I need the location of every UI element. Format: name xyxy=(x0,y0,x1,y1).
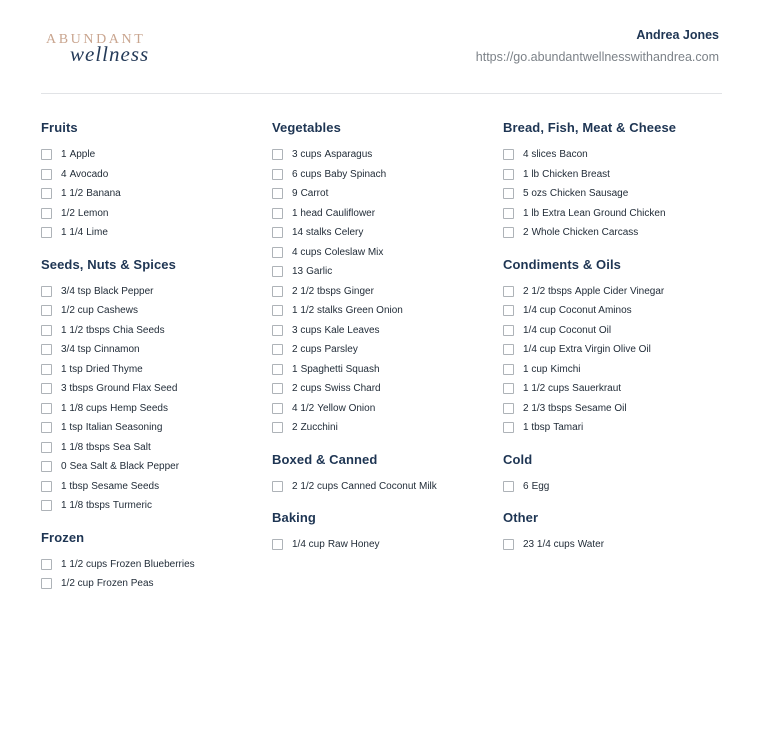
item-name: Kale Leaves xyxy=(324,324,380,336)
grocery-item xyxy=(503,145,728,165)
item-quantity: 6 xyxy=(523,480,529,492)
item-quantity: 1/2 cup xyxy=(61,578,94,590)
item-name: Egg xyxy=(531,480,550,492)
category-title: Seeds, Nuts & Spices xyxy=(41,256,176,272)
item-list xyxy=(503,535,728,555)
item-quantity: 2 1/3 tbsps xyxy=(523,402,572,414)
grocery-item xyxy=(41,145,266,165)
item-quantity: 2 xyxy=(292,422,298,434)
item-checkbox[interactable] xyxy=(272,227,283,238)
grocery-item xyxy=(503,184,728,204)
item-name: Parsley xyxy=(324,344,358,356)
item-name: Bacon xyxy=(559,149,588,161)
item-list xyxy=(41,145,266,243)
item-name: Kimchi xyxy=(550,363,581,375)
item-name: Lime xyxy=(86,227,108,239)
grocery-item xyxy=(503,360,728,380)
item-quantity: 1 1/2 tbsps xyxy=(61,324,110,336)
item-quantity: 1 head xyxy=(292,207,323,219)
grocery-item xyxy=(41,321,266,341)
grocery-item xyxy=(41,379,266,399)
item-checkbox[interactable] xyxy=(272,539,283,550)
item-quantity: 1 tsp xyxy=(61,363,83,375)
grocery-item xyxy=(272,262,497,282)
item-quantity: 1/4 cup xyxy=(523,324,556,336)
item-checkbox[interactable] xyxy=(41,208,52,219)
grocery-item xyxy=(41,301,266,321)
item-name: Chia Seeds xyxy=(112,324,165,336)
item-checkbox[interactable] xyxy=(41,227,52,238)
item-checkbox[interactable] xyxy=(272,325,283,336)
item-quantity: 13 xyxy=(292,266,304,278)
item-name: Canned Coconut Milk xyxy=(341,480,437,492)
grocery-item xyxy=(272,145,497,165)
item-name: Sea Salt xyxy=(112,441,151,453)
item-quantity: 1 1/8 cups xyxy=(61,402,108,414)
author-header xyxy=(476,28,719,65)
author-url[interactable]: https://go.abundantwellnesswithandrea.com xyxy=(475,50,719,64)
grocery-item xyxy=(503,379,728,399)
item-name: Ginger xyxy=(343,285,374,297)
item-name: Frozen Blueberries xyxy=(110,558,195,570)
grocery-item xyxy=(272,301,497,321)
item-name: Dried Thyme xyxy=(85,363,143,375)
category-title: Frozen xyxy=(41,529,85,545)
item-quantity: 1/2 xyxy=(61,207,75,219)
grocery-item xyxy=(503,282,728,302)
item-quantity: 1 xyxy=(292,363,298,375)
grocery-item xyxy=(272,243,497,263)
item-quantity: 1 tbsp xyxy=(61,480,89,492)
item-name: Sauerkraut xyxy=(572,383,622,395)
item-checkbox[interactable] xyxy=(503,403,514,414)
item-checkbox[interactable] xyxy=(41,188,52,199)
item-name: Whole Chicken Carcass xyxy=(531,227,639,239)
item-name: Zucchini xyxy=(300,422,338,434)
item-checkbox[interactable] xyxy=(272,286,283,297)
item-quantity: 2 xyxy=(523,227,529,239)
item-checkbox[interactable] xyxy=(41,559,52,570)
item-name: Chicken Sausage xyxy=(549,188,629,200)
item-checkbox[interactable] xyxy=(503,227,514,238)
item-name: Coconut Oil xyxy=(558,324,612,336)
item-name: Turmeric xyxy=(112,500,152,512)
item-quantity: 4 slices xyxy=(523,149,557,161)
item-checkbox[interactable] xyxy=(503,539,514,550)
item-checkbox[interactable] xyxy=(41,286,52,297)
item-name: Extra Lean Ground Chicken xyxy=(542,207,666,219)
item-quantity: 2 1/2 cups xyxy=(292,480,339,492)
category-section xyxy=(272,452,497,497)
item-checkbox[interactable] xyxy=(503,208,514,219)
grocery-item xyxy=(503,340,728,360)
item-quantity: 1 1/4 xyxy=(61,227,84,239)
item-list xyxy=(503,145,728,243)
column-2 xyxy=(272,120,497,555)
item-list xyxy=(272,535,497,555)
grocery-item xyxy=(41,438,266,458)
item-name: Carrot xyxy=(300,188,329,200)
grocery-item xyxy=(272,223,497,243)
item-quantity: 4 cups xyxy=(292,246,322,258)
grocery-item xyxy=(503,204,728,224)
item-name: Ground Flax Seed xyxy=(96,383,178,395)
item-name: Hemp Seeds xyxy=(110,402,168,414)
item-checkbox[interactable] xyxy=(41,403,52,414)
item-list xyxy=(272,477,497,497)
category-title: Boxed & Canned xyxy=(272,451,378,467)
item-quantity: 1 1/2 cups xyxy=(61,558,108,570)
item-quantity: 1 lb xyxy=(523,168,540,180)
grocery-item xyxy=(41,340,266,360)
item-list xyxy=(503,477,728,497)
item-quantity: 1/4 cup xyxy=(523,305,556,317)
item-name: Garlic xyxy=(306,266,333,278)
item-checkbox[interactable] xyxy=(41,364,52,375)
item-quantity: 3/4 tsp xyxy=(61,285,92,297)
grocery-item xyxy=(272,379,497,399)
item-quantity: 1 xyxy=(61,149,67,161)
grocery-item xyxy=(272,204,497,224)
grocery-item xyxy=(272,399,497,419)
item-checkbox[interactable] xyxy=(503,325,514,336)
item-checkbox[interactable] xyxy=(41,461,52,472)
item-quantity: 1 1/2 xyxy=(61,188,84,200)
grocery-item xyxy=(41,282,266,302)
grocery-item xyxy=(503,535,728,555)
item-checkbox[interactable] xyxy=(41,481,52,492)
item-name: Apple Cider Vinegar xyxy=(574,285,665,297)
item-name: Raw Honey xyxy=(327,539,380,551)
grocery-item xyxy=(41,457,266,477)
item-checkbox[interactable] xyxy=(272,208,283,219)
author-name: Andrea Jones xyxy=(636,28,719,42)
grocery-item xyxy=(41,184,266,204)
category-title: Bread, Fish, Meat & Cheese xyxy=(503,120,677,135)
item-checkbox[interactable] xyxy=(272,403,283,414)
item-name: Sea Salt & Black Pepper xyxy=(69,461,180,473)
item-quantity: 6 cups xyxy=(292,168,322,180)
item-quantity: 9 xyxy=(292,188,298,200)
grocery-item xyxy=(41,418,266,438)
item-quantity: 4 1/2 xyxy=(292,402,315,414)
category-title: Vegetables xyxy=(272,120,341,135)
item-name: Frozen Peas xyxy=(96,578,154,590)
grocery-item xyxy=(41,477,266,497)
logo-wordmark-top: ABUNDANT xyxy=(46,32,146,47)
item-name: Apple xyxy=(69,149,96,161)
item-name: Coleslaw Mix xyxy=(324,246,384,258)
item-quantity: 3/4 tsp xyxy=(61,344,92,356)
grocery-item xyxy=(41,360,266,380)
grocery-item xyxy=(41,574,266,594)
grocery-item xyxy=(272,184,497,204)
item-name: Green Onion xyxy=(345,305,403,317)
item-name: Chicken Breast xyxy=(542,168,610,180)
item-checkbox[interactable] xyxy=(272,364,283,375)
item-name: Coconut Aminos xyxy=(558,305,632,317)
item-checkbox[interactable] xyxy=(503,188,514,199)
item-quantity: 1 1/8 tbsps xyxy=(61,441,110,453)
item-checkbox[interactable] xyxy=(41,422,52,433)
category-section xyxy=(503,510,728,555)
grocery-item xyxy=(272,535,497,555)
header-divider xyxy=(41,93,722,94)
item-name: Swiss Chard xyxy=(324,383,381,395)
item-quantity: 3 cups xyxy=(292,149,322,161)
item-checkbox[interactable] xyxy=(503,286,514,297)
item-quantity: 0 xyxy=(61,461,67,473)
item-quantity: 3 cups xyxy=(292,324,322,336)
item-checkbox[interactable] xyxy=(41,578,52,589)
item-quantity: 2 cups xyxy=(292,344,322,356)
item-name: Water xyxy=(577,539,605,551)
item-name: Tamari xyxy=(553,422,584,434)
item-list xyxy=(41,282,266,516)
category-title: Baking xyxy=(272,510,316,525)
grocery-item xyxy=(41,223,266,243)
item-checkbox[interactable] xyxy=(272,169,283,180)
category-title: Condiments & Oils xyxy=(503,256,621,272)
item-quantity: 5 ozs xyxy=(523,188,547,200)
brand-logo xyxy=(46,30,156,70)
item-quantity: 1/2 cup xyxy=(61,305,94,317)
item-name: Asparagus xyxy=(324,149,373,161)
item-checkbox[interactable] xyxy=(503,305,514,316)
grocery-item xyxy=(503,223,728,243)
grocery-item xyxy=(41,399,266,419)
item-quantity: 1 1/2 stalks xyxy=(292,305,343,317)
item-checkbox[interactable] xyxy=(272,188,283,199)
item-quantity: 23 1/4 cups xyxy=(523,539,575,551)
item-checkbox[interactable] xyxy=(272,247,283,258)
grocery-item xyxy=(272,340,497,360)
item-checkbox[interactable] xyxy=(503,422,514,433)
category-section xyxy=(41,120,266,243)
item-checkbox[interactable] xyxy=(503,169,514,180)
category-section xyxy=(503,452,728,497)
grocery-item xyxy=(503,477,728,497)
item-name: Cauliflower xyxy=(325,207,376,219)
item-quantity: 1 1/2 cups xyxy=(523,383,570,395)
grocery-item xyxy=(272,477,497,497)
item-checkbox[interactable] xyxy=(41,149,52,160)
item-checkbox[interactable] xyxy=(272,149,283,160)
item-quantity: 4 xyxy=(61,168,67,180)
grocery-item xyxy=(41,204,266,224)
item-quantity: 1 tsp xyxy=(61,422,83,434)
grocery-item xyxy=(41,555,266,575)
grocery-item xyxy=(503,301,728,321)
item-checkbox[interactable] xyxy=(503,344,514,355)
item-name: Sesame Oil xyxy=(574,402,627,414)
item-name: Black Pepper xyxy=(94,285,154,297)
item-name: Celery xyxy=(334,227,364,239)
item-quantity: 2 1/2 tbsps xyxy=(292,285,341,297)
item-list xyxy=(41,555,266,594)
item-name: Italian Seasoning xyxy=(85,422,163,434)
grocery-item xyxy=(272,165,497,185)
grocery-item xyxy=(272,418,497,438)
item-quantity: 1 tbsp xyxy=(523,422,551,434)
category-section xyxy=(272,120,497,438)
grocery-item xyxy=(503,165,728,185)
item-checkbox[interactable] xyxy=(503,481,514,492)
item-quantity: 1/4 cup xyxy=(523,344,556,356)
category-section xyxy=(41,530,266,594)
grocery-item xyxy=(503,418,728,438)
category-title: Other xyxy=(503,510,539,525)
grocery-item xyxy=(503,399,728,419)
item-quantity: 14 stalks xyxy=(292,227,332,239)
item-checkbox[interactable] xyxy=(41,325,52,336)
item-list xyxy=(503,282,728,438)
item-checkbox[interactable] xyxy=(503,149,514,160)
item-name: Banana xyxy=(86,188,121,200)
item-name: Baby Spinach xyxy=(324,168,387,180)
grocery-item xyxy=(41,496,266,516)
item-checkbox[interactable] xyxy=(41,442,52,453)
category-title: Cold xyxy=(503,451,533,467)
item-quantity: 1/4 cup xyxy=(292,539,325,551)
logo-wordmark-script: wellness xyxy=(70,42,150,66)
item-name: Avocado xyxy=(69,168,109,180)
column-1 xyxy=(41,120,266,594)
item-quantity: 1 1/8 tbsps xyxy=(61,500,110,512)
item-checkbox[interactable] xyxy=(272,305,283,316)
category-section xyxy=(272,510,497,555)
item-checkbox[interactable] xyxy=(41,383,52,394)
grocery-item xyxy=(503,321,728,341)
grocery-item xyxy=(272,282,497,302)
category-section xyxy=(503,257,728,438)
item-name: Cashews xyxy=(96,305,138,317)
category-title: Fruits xyxy=(41,120,78,135)
item-checkbox[interactable] xyxy=(41,344,52,355)
item-checkbox[interactable] xyxy=(41,169,52,180)
item-list xyxy=(272,145,497,438)
item-checkbox[interactable] xyxy=(41,500,52,511)
item-quantity: 2 cups xyxy=(292,383,322,395)
item-checkbox[interactable] xyxy=(272,422,283,433)
item-name: Extra Virgin Olive Oil xyxy=(558,344,651,356)
column-3 xyxy=(503,120,728,555)
item-name: Lemon xyxy=(77,207,109,219)
item-checkbox[interactable] xyxy=(272,266,283,277)
item-checkbox[interactable] xyxy=(41,305,52,316)
grocery-item xyxy=(41,165,266,185)
item-quantity: 1 lb xyxy=(523,207,540,219)
item-name: Sesame Seeds xyxy=(91,480,160,492)
item-checkbox[interactable] xyxy=(272,481,283,492)
item-checkbox[interactable] xyxy=(503,364,514,375)
grocery-item xyxy=(272,321,497,341)
item-name: Cinnamon xyxy=(94,344,140,356)
item-checkbox[interactable] xyxy=(503,383,514,394)
category-section xyxy=(503,120,728,243)
item-quantity: 1 cup xyxy=(523,363,548,375)
category-section xyxy=(41,257,266,516)
item-checkbox[interactable] xyxy=(272,383,283,394)
item-checkbox[interactable] xyxy=(272,344,283,355)
item-name: Yellow Onion xyxy=(317,402,376,414)
item-quantity: 3 tbsps xyxy=(61,383,94,395)
grocery-item xyxy=(272,360,497,380)
item-name: Spaghetti Squash xyxy=(300,363,380,375)
item-quantity: 2 1/2 tbsps xyxy=(523,285,572,297)
